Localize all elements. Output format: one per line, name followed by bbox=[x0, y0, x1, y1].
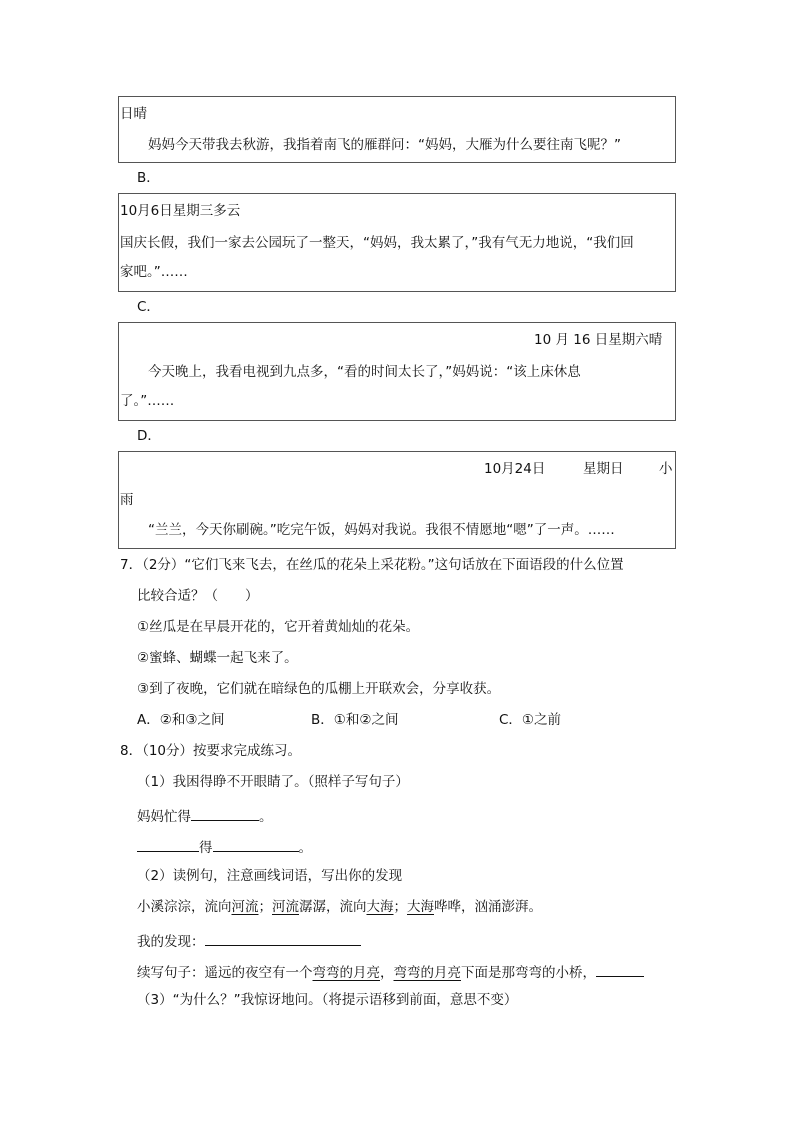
option-c-label: C． bbox=[137, 299, 160, 315]
q8-part1-line-b bbox=[137, 838, 312, 856]
example-text: 潺潺，流向 bbox=[299, 899, 367, 915]
option-d-weather-a: 小 bbox=[659, 461, 673, 477]
underlined-word: 弯弯的月亮 bbox=[312, 965, 380, 981]
q8-stem: 8．（10分）按要求完成练习。 bbox=[120, 743, 302, 759]
example-text: 哗哗，汹涌澎湃。 bbox=[434, 899, 542, 915]
example-text: 小溪淙淙，流向 bbox=[137, 899, 232, 915]
q7-option-b[interactable]: B．①和②之间 bbox=[311, 712, 399, 728]
option-d-weather-b: 雨 bbox=[120, 492, 134, 508]
q7-stem-line2: 比较合适？（ ） bbox=[137, 588, 259, 604]
option-c-date: 10 月 16 日星期六晴 bbox=[534, 332, 663, 348]
example-text: ； bbox=[393, 899, 407, 915]
example-text: ； bbox=[258, 899, 272, 915]
q7-option-a[interactable]: A．②和③之间 bbox=[137, 712, 225, 728]
continue-text: ， bbox=[380, 965, 394, 981]
option-d-date: 10月24日 bbox=[484, 461, 546, 477]
option-b-date: 10月6日星期三多云 bbox=[120, 203, 241, 219]
q7-stem-line1: 7．（2分）“它们飞来飞去，在丝瓜的花朵上采花粉。”这句话放在下面语段的什么位置 bbox=[120, 557, 624, 573]
q8-finding-line bbox=[137, 932, 361, 950]
option-a-date: 日晴 bbox=[120, 106, 147, 122]
q8-part1-line-a bbox=[137, 807, 273, 825]
option-a-text: 妈妈今天带我去秋游，我指着南飞的雁群问：“妈妈，大雁为什么要往南飞呢？” bbox=[148, 137, 621, 153]
underlined-word: 大海 bbox=[407, 899, 434, 915]
option-c-line1: 今天晚上，我看电视到九点多，“看的时间太长了，”妈妈说：“该上床休息 bbox=[148, 364, 581, 380]
q8-part1: （1）我困得睁不开眼睛了。（照样子写句子） bbox=[137, 774, 409, 790]
answer-blank[interactable] bbox=[137, 838, 199, 852]
underlined-word: 河流 bbox=[272, 899, 299, 915]
option-b-label: B． bbox=[137, 170, 160, 186]
continue-text: 续写句子：遥远的夜空有一个 bbox=[137, 965, 313, 981]
underlined-word: 河流 bbox=[231, 899, 259, 915]
answer-blank[interactable] bbox=[191, 807, 259, 821]
continue-text: 下面是那弯弯的小桥， bbox=[461, 965, 596, 981]
option-d-text: “兰兰，今天你刷碗。”吃完午饭，妈妈对我说。我很不情愿地“嗯”了一声。…… bbox=[148, 522, 615, 538]
q8-part2: （2）读例句，注意画线词语，写出你的发现 bbox=[137, 868, 403, 884]
q7-sentence-2: ②蜜蜂、蝴蝶一起飞来了。 bbox=[137, 650, 298, 666]
q8-part1-b-mid: 得 bbox=[199, 840, 213, 856]
q8-part1-a-text: 妈妈忙得 bbox=[137, 809, 191, 825]
option-d-label: D． bbox=[137, 428, 161, 444]
q7-sentence-3: ③到了夜晚，它们就在暗绿色的瓜棚上开联欢会，分享收获。 bbox=[137, 681, 501, 697]
underlined-word: 弯弯的月亮 bbox=[393, 965, 461, 981]
q8-part1-a-end: 。 bbox=[259, 809, 273, 825]
answer-blank[interactable] bbox=[205, 932, 361, 946]
finding-label: 我的发现： bbox=[137, 934, 205, 950]
q8-example-sentence bbox=[137, 901, 542, 915]
q8-continue-line bbox=[137, 963, 644, 981]
answer-blank[interactable] bbox=[596, 963, 644, 977]
q8-part1-b-end: 。 bbox=[298, 840, 312, 856]
option-b-line2: 家吧。”…… bbox=[120, 264, 188, 280]
option-b-line1: 国庆长假，我们一家去公园玩了一整天，“妈妈，我太累了，”我有气无力地说，“我们回 bbox=[120, 235, 634, 251]
answer-blank[interactable] bbox=[213, 838, 299, 852]
option-d-weekday: 星期日 bbox=[583, 461, 624, 477]
q7-option-c[interactable]: C．①之前 bbox=[499, 712, 562, 728]
q7-sentence-1: ①丝瓜是在早晨开花的，它开着黄灿灿的花朵。 bbox=[137, 619, 420, 635]
underlined-word: 大海 bbox=[366, 899, 394, 915]
option-c-line2: 了。”…… bbox=[120, 393, 175, 409]
q8-part3: （3）“为什么？”我惊讶地问。（将提示语移到前面，意思不变） bbox=[137, 992, 518, 1008]
